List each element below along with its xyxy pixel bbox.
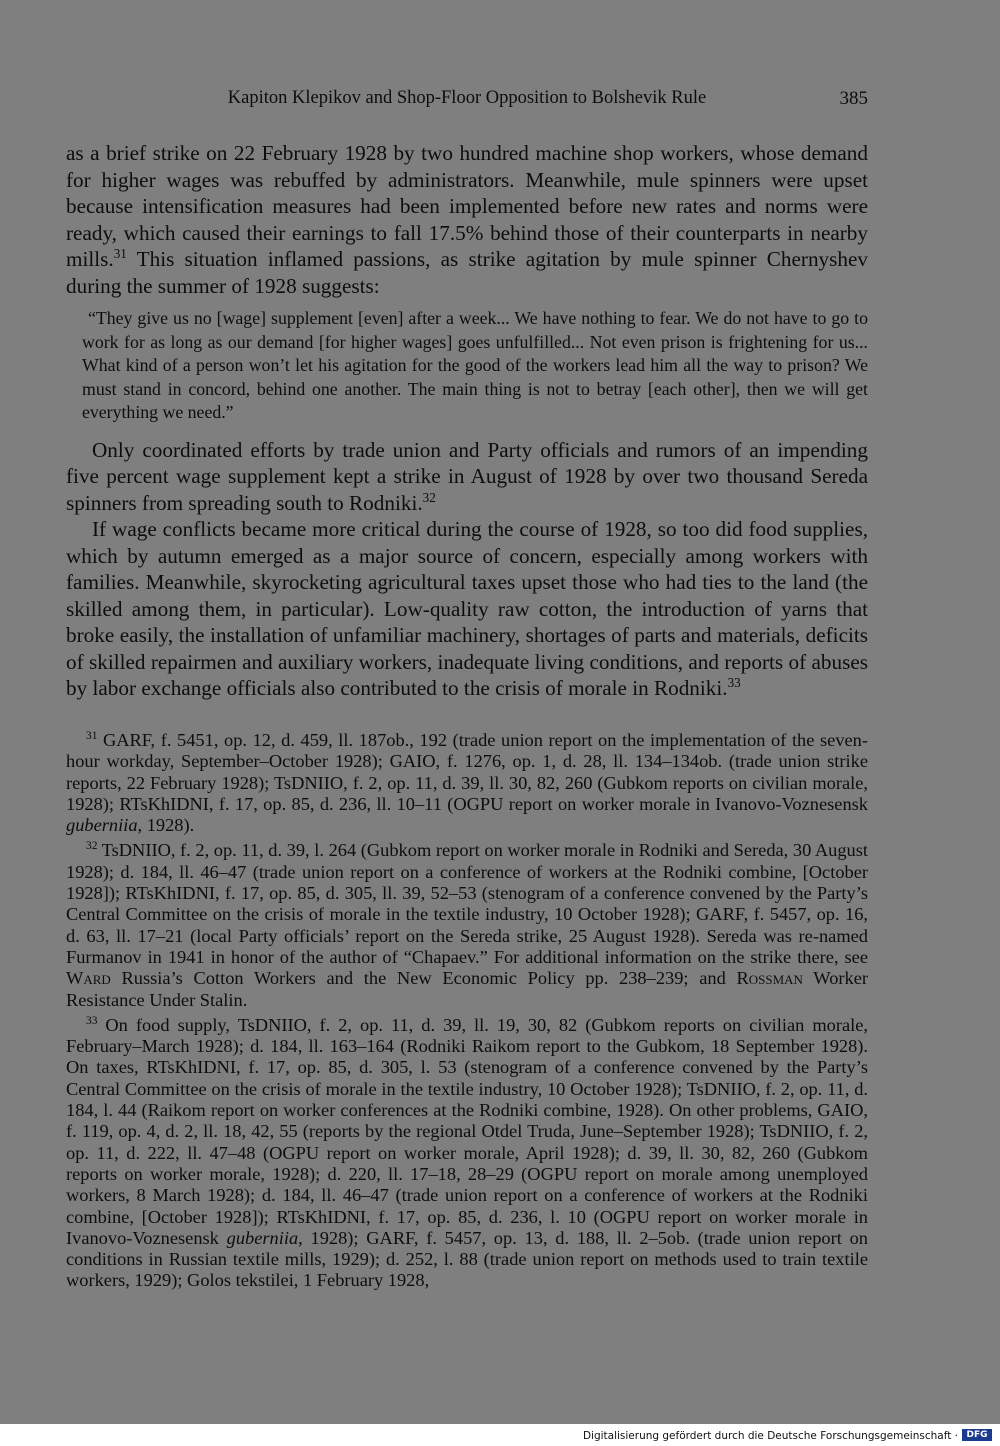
- footnote-ref: 32: [422, 489, 436, 505]
- author-small-caps: Rossman: [736, 968, 803, 989]
- footnote-number: 33: [86, 1014, 98, 1027]
- footnote-text: Worker Resistance Under Stalin.: [66, 968, 868, 1010]
- footnote-text: GARF, f. 5451, op. 12, d. 459, ll. 187ob., 192 (trade union report on the implementation of the seven-hour workday, September–October 1928); GAIO, f. 1276, op. 1, d. 28, ll. 134–134ob. (trade union strike reports, 22 February 1928); TsDNIIO, f. 2, op. 11, d. 39, ll. 30, 82, 260 (Gubkom reports on civilian morale, 1928); RTsKhIDNI, f. 17, op. 85, d. 236, ll. 10–11 (OGPU report on worker morale in Ivanovo-Voznesensk: [66, 730, 868, 814]
- footnote-text: On food supply, TsDNIIO, f. 2, op. 11, d. 39, ll. 19, 30, 82 (Gubkom reports on civilian morale, February–March 1928); d. 184, ll. 163–164 (Rodniki Raikom report to the Gubkom, 18 September 1928). On taxes, RTsKhIDNI, f. 17, op. 85, d. 305, l. 53 (stenogram of a conference convened by the Party’s Central Committee on the crisis of morale in the textile industry, 10 October 1928); TsDNIIO, f. 2, op. 11, d. 184, l. 44 (Raikom report on worker conferences at the Rodniki combine, 1928). On other problems, GAIO, f. 119, op. 4, d. 2, ll. 18, 42, 55 (reports by the regional Otdel Truda, June–September 1928); TsDNIIO, f. 2, op. 11, d. 222, ll. 47–48 (OGPU report on worker morale, April 1928); d. 39, ll. 30, 82, 260 (Gubkom reports on worker morale, 1928); d. 220, ll. 17–18, 28–29 (OGPU report on morale among unemployed workers, 8 March 1928); d. 184, ll. 46–47 (trade union report on a conference of workers at the Rodniki combine, [October 1928]); RTsKhIDNI, f. 17, op. 85, d. 236, l. 10 (OGPU report on worker morale in Ivanovo-Voznesensk: [66, 1014, 868, 1248]
- page-number: 385: [839, 88, 868, 109]
- footnote-italic: guberniia: [66, 815, 138, 836]
- footnote-italic: guberniia: [226, 1227, 299, 1248]
- paragraph-continued: [66, 140, 868, 299]
- paragraph-text: If wage conflicts became more critical during the course of 1928, so too did food supplies, which by autumn emerged as a major source of concern, especially among workers with families. Meanwhile, skyrocketing agricultural taxes upset those who had ties to the land (the skilled among them, in particular). Low-quality raw cotton, the introduction of yarns that broke easily, the installation of unfamiliar machinery, shortages of parts and materials, deficits of skilled repairmen and auxiliary workers, inadequate living conditions, and reports of abuses by labor exchange officials also contributed to the crisis of morale in Rodniki.: [66, 517, 868, 700]
- footnote-text: , 1928); GARF, f. 5457, op. 13, d. 188, ll. 2–5ob. (trade union report on conditions in Russian textile mills, 1929); d. 252, l. 88 (trade union report on methods used to train textile workers, 1929); Golos tekstilei, 1 February 1928,: [66, 1227, 868, 1291]
- digitization-footer: [0, 1424, 1000, 1446]
- footnotes: [66, 730, 868, 1292]
- dfg-logo: DFG: [962, 1429, 992, 1441]
- footnote-32: [66, 840, 868, 1010]
- footnote-33: [66, 1015, 868, 1292]
- footnote-31: [66, 730, 868, 836]
- body-text: [66, 140, 868, 702]
- quote-text: “They give us no [wage] supplement [even] after a week... We have nothing to fear. We do not have to go to work for as long as our demand [for higher wages] goes unfulfilled... Not even prison is frightening for us... What kind of a person won’t let his agitation for the good of the workers lead him all the way to prison? We must stand in concord, behind one another. The main thing is not to betray [each other], then we will get everything we need.”: [82, 308, 868, 422]
- paragraph: [66, 437, 868, 517]
- funding-credit: Digitalisierung gefördert durch die Deutsche Forschungsgemeinschaft ·: [582, 1430, 958, 1442]
- running-head: [66, 88, 868, 114]
- paragraph: [66, 516, 868, 702]
- footnote-text: Russia’s Cotton Workers and the New Economic Policy pp. 238–239; and: [110, 968, 737, 989]
- paragraph-text: as a brief strike on 22 February 1928 by two hundred machine shop workers, whose demand for higher wages was rebuffed by administrators. Meanwhile, mule spinners were upset because intensification measures had been implemented before new rates and norms were ready, which caused their earnings to fall 17.5% behind those of their counterparts in nearby mills.: [66, 141, 868, 271]
- footnote-text: TsDNIIO, f. 2, op. 11, d. 39, l. 264 (Gubkom report on worker morale in Rodniki and Sereda, 30 August 1928); d. 184, ll. 46–47 (trade union report on a conference of workers at the Rodniki combine, [October 1928]); RTsKhIDNI, f. 17, op. 85, d. 305, ll. 39, 52–53 (stenogram of a conference convened by the Party’s Central Committee on the crisis of morale in the textile industry, 10 October 1928); GARF, f. 5457, op. 16, d. 63, ll. 17–21 (local Party officials’ report on the Sereda strike, 25 August 1928). Sereda was re-named Furmanov in 1941 in honor of the author of “Chapaev.” For additional information on the strike there, see: [66, 840, 868, 967]
- footnote-number: 31: [86, 729, 98, 742]
- footnote-text: , 1928).: [137, 815, 195, 836]
- block-quote: [66, 307, 868, 425]
- footnote-number: 32: [86, 840, 98, 853]
- footnote-ref: 33: [727, 674, 741, 690]
- footnote-ref: 31: [113, 245, 127, 261]
- author-small-caps: Ward: [66, 968, 111, 989]
- paragraph-text: This situation inflamed passions, as strike agitation by mule spinner Chernyshev during the summer of 1928 suggests:: [66, 247, 868, 298]
- paragraph-text: Only coordinated efforts by trade union and Party officials and rumors of an impending five percent wage supplement kept a strike in August of 1928 by over two thousand Sereda spinners from spreading south to Rodniki.: [66, 437, 868, 515]
- running-title: Kapiton Klepikov and Shop-Floor Opposition to Bolshevik Rule: [227, 88, 707, 108]
